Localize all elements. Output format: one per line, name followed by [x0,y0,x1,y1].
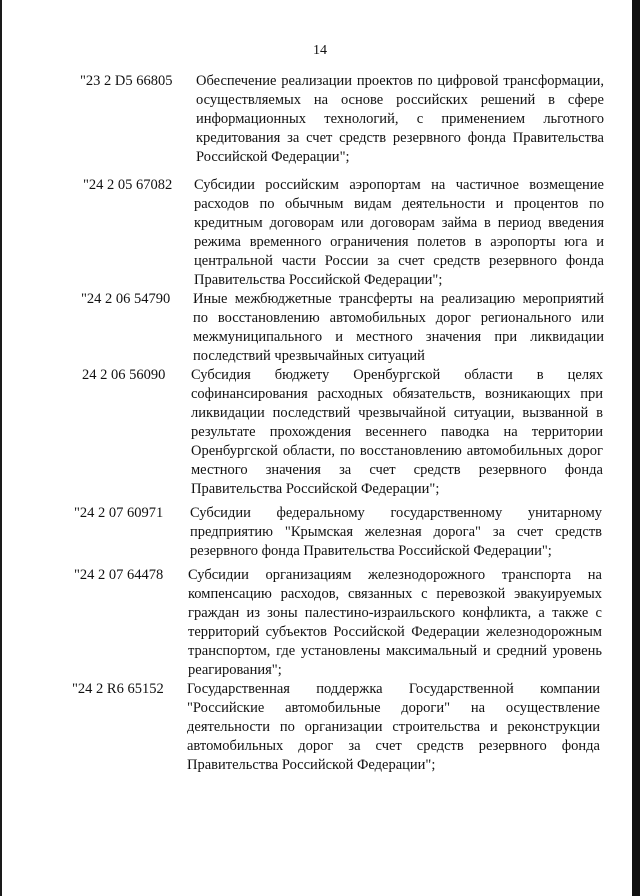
budget-code: "24 2 07 64478 [74,567,164,583]
budget-description: Государственная поддержка Государственной компании "Российские автомобильные дороги" на осуществление деятельности по организации строительства и реконструкции автомобильных дорог за счет средств резервного фонда Правительства Российской Федерации"; [187,681,600,773]
scan-edge-right [632,0,640,896]
budget-code: "24 2 06 54790 [81,291,171,307]
budget-description: Иные межбюджетные трансферты на реализацию мероприятий по восстановлению автомобильных дорог регионального или межмуниципального и местного значения при ликвидации последствий чрезвычайных ситуаций [193,291,604,364]
budget-code: "24 2 R6 65152 [72,681,164,697]
budget-code: "24 2 05 67082 [83,177,173,193]
budget-code: "23 2 D5 66805 [80,73,173,89]
budget-code: 24 2 06 56090 [82,367,166,383]
scan-edge-left [0,0,2,896]
page-number: 14 [313,43,327,58]
budget-description: Субсидия бюджету Оренбургской области в целях софинансирования расходных обязательств, возникающих при ликвидации последствий чрезвычайной ситуации, вызванной в результате прохождения весеннего паводка на территории Оренбургской области, по восстановлению автомобильных дорог местного значения за счет средств резервного фонда Правительства Российской Федерации"; [191,367,603,497]
budget-description: Субсидии российским аэропортам на частичное возмещение расходов по обычным видам деятельности и процентов по кредитным договорам или договорам займа в период введения режима временного ограничения полетов в аэропорты юга и центральной части России за счет средств резервного фонда Правительства Российской Федерации"; [194,177,604,288]
budget-description: Субсидии организациям железнодорожного транспорта на компенсацию расходов, связанных с перевозкой эвакуируемых граждан из зоны палестино-израильского конфликта, а также с территорий субъектов Российской Федерации железнодорожным транспортом, где установлены максимальный и средний уровень реагирования"; [188,567,602,678]
budget-description: Обеспечение реализации проектов по цифровой трансформации, осуществляемых на основе российских решений в сфере информационных технологий, с применением льготного кредитования за счет средств резервного фонда Правительства Российской Федерации"; [196,73,604,165]
budget-description: Субсидии федеральному государственному унитарному предприятию "Крымская железная дорога" за счет средств резервного фонда Правительства Российской Федерации"; [190,505,602,559]
budget-code: "24 2 07 60971 [74,505,164,521]
